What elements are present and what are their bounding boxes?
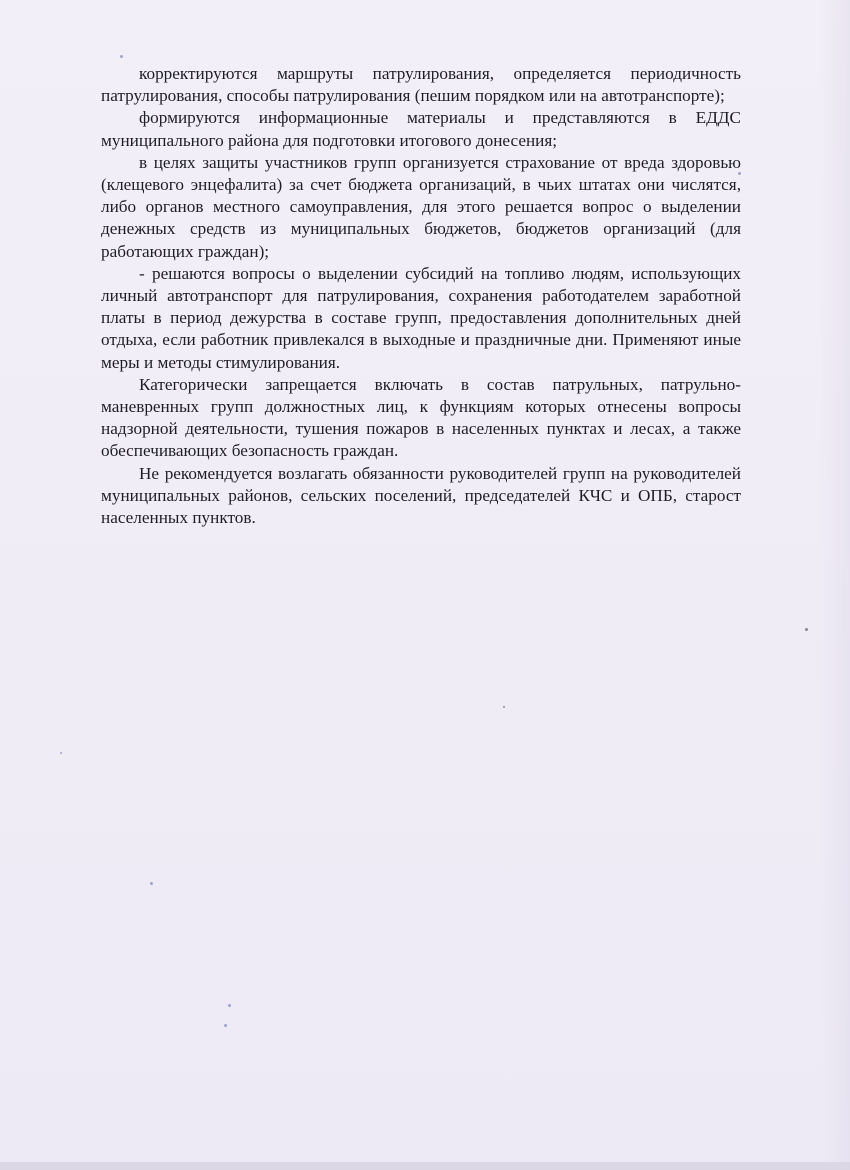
document-body: [101, 63, 741, 529]
paragraph-recommendation: Не рекомендуется возлагать обязанности руководителей групп на руководителей муниципальных районов, сельских поселений, председателей КЧС и ОПБ, старост населенных пунктов.: [101, 463, 741, 528]
paragraph-information-materials: формируются информационные материалы и представляются в ЕДДС муниципального района для подготовки итогового донесения;: [101, 108, 741, 150]
paragraph-route-adjustment: корректируются маршруты патрулирования, определяется периодичность патрулирования, способы патрулирования (пешим порядком или на автотранспорте);: [101, 64, 741, 106]
page-bottom-edge: [0, 1162, 850, 1170]
paragraph-insurance: в целях защиты участников групп организуется страхование от вреда здоровью (клещевого энцефалита) за счет бюджета организаций, в чьих штатах они числятся, либо органов местного самоуправления, для этого решается вопрос о выделении денежных средств из муниципальных бюджетов, бюджетов организаций (для работающих граждан);: [101, 152, 741, 261]
scan-speck: [150, 882, 153, 885]
scan-speck: [60, 752, 62, 754]
scan-speck: [120, 55, 123, 58]
page-edge-shadow: [820, 0, 850, 1170]
paragraph-subsidies: - решаются вопросы о выделении субсидий на топливо людям, использующих личный автотранспорт для патрулирования, сохранения работодателем заработной платы в период дежурства в составе групп, предоставления дополнительных дней отдыха, если работник привлекался в выходные и праздничные дни. Применяют иные меры и методы стимулирования.: [101, 263, 741, 372]
scan-speck: [503, 706, 505, 708]
scan-speck: [805, 628, 808, 631]
scan-speck: [738, 172, 741, 175]
scan-speck: [228, 1004, 231, 1007]
scan-speck: [224, 1024, 227, 1027]
paragraph-prohibition: Категорически запрещается включать в состав патрульных, патрульно- маневренных групп должностных лиц, к функциям которых отнесены вопросы надзорной деятельности, тушения пожаров в населенных пунктах и лесах, а также обеспечивающих безопасность граждан.: [101, 374, 741, 461]
